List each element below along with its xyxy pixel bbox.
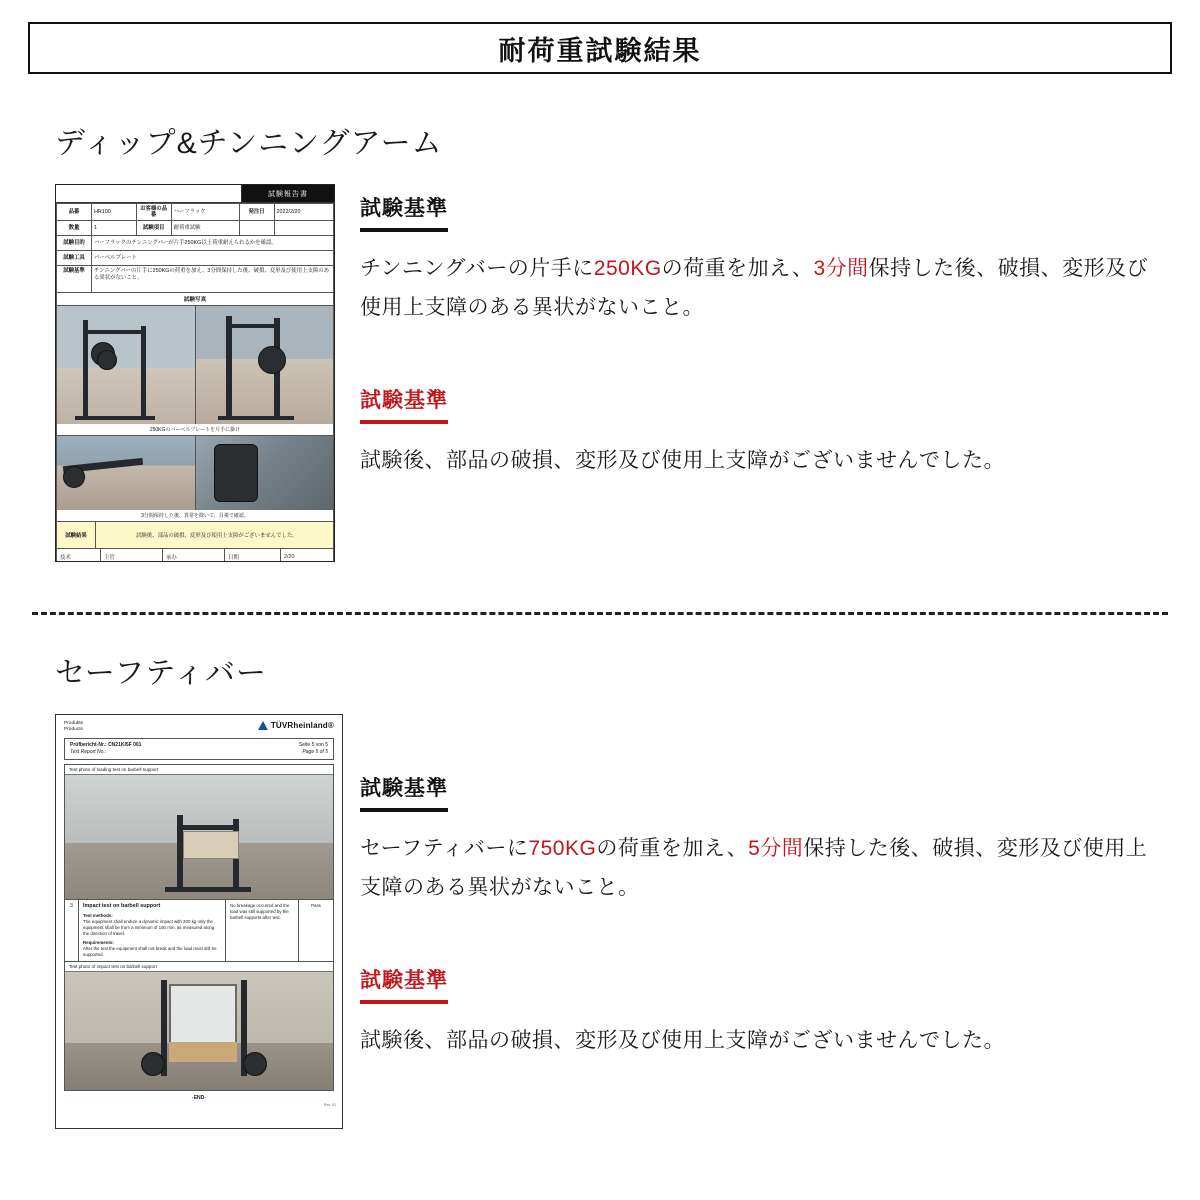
observation-text: No breakage occurred and the load was still supported by the barbell supports after test. [226, 900, 299, 961]
criteria-highlight-duration: 5分間 [748, 837, 804, 860]
item-title: Impact test on barbell support [83, 902, 161, 909]
criteria-text-part3: 保持した後、破損、変形及び使用上支障のある異状がないこと。 [360, 837, 1148, 899]
tuv-caption-2: Test photo of impact test on barbell support [65, 961, 333, 971]
triangle-icon [258, 721, 268, 730]
methods-text: The equipment shall endure a dynamic impact with 200 kg only the equipment shall be from a minimum of 150 mm, as measured along the direction of travel. [83, 919, 215, 937]
photo-rack-right [196, 306, 334, 424]
criteria-text [360, 250, 1160, 328]
page-header [28, 22, 1172, 74]
criteria-highlight-load: 250KG [593, 257, 662, 280]
criteria-heading: 試験基準 [360, 772, 448, 812]
photo-caption-2: 3分間保持した後、異常を除いて、目視で確認。 [56, 510, 334, 522]
cell-value-date: 2022/2/20 [274, 204, 333, 221]
criteria-highlight-load: 750KG [528, 837, 597, 860]
table-row [57, 266, 334, 293]
photo-row-1 [56, 306, 334, 424]
report-number-block [70, 742, 141, 756]
result-text: 試験後、部品の破損、変形及び使用上支障がございませんでした。 [360, 1028, 1005, 1052]
cell-value-standard: チンニングバーの片手に250KGの荷重を加え、3分間保持した後、破損、変形及び使用上支障のある異状がないこと。 [92, 266, 334, 293]
cell-value-customer: ハーフラック [171, 204, 239, 221]
cell-label-qty: 数量 [57, 221, 92, 236]
result-text: 試験後、部品の破損、変形及び使用上支障がございませんでした。 [360, 448, 1005, 472]
item-number: 3 [65, 900, 79, 961]
section-safety-bar [0, 648, 1200, 1114]
criteria-heading: 試験基準 [360, 192, 448, 232]
photo-rack-left [57, 306, 196, 424]
report-title-cell: 試験報告書 [242, 185, 334, 202]
result-heading: 試験基準 [360, 384, 448, 424]
report-info-table [56, 203, 334, 293]
page-title: 耐荷重試験結果 [498, 35, 702, 66]
section-body [0, 184, 1200, 584]
report-no-value: CN21KI5F 001 [108, 741, 142, 748]
criteria-text [360, 830, 1160, 908]
cell-label-hinban: 品番 [57, 204, 92, 221]
tuv-report-thumbnail[interactable] [55, 714, 343, 1129]
produkte-label: Produkte [64, 721, 84, 726]
criteria-block-2 [360, 772, 1160, 1061]
photo-caption-1: 250KGのバーベルプレートを片手に掛け [56, 424, 334, 436]
report-title-row [56, 185, 334, 203]
criteria-text-part2: の荷重を加え、 [596, 837, 749, 860]
requirements-text: After the test the equipment shall not break and the load must still be supported. [83, 945, 217, 957]
page-number-block [299, 742, 328, 756]
methods-label: Test methods: [83, 913, 113, 919]
report-footer: Rev. 01 [323, 1102, 336, 1107]
table-row [57, 251, 334, 266]
table-row [57, 236, 334, 251]
cell-label-purpose: 試験目的 [57, 236, 92, 251]
section-divider [32, 612, 1168, 615]
criteria-text-part3: 保持した後、破損、変形及び使用上支障のある異状がないこと。 [360, 257, 1149, 319]
photo-plates-closeup [196, 436, 334, 510]
report-result-row [56, 522, 334, 549]
cell-value-purpose: ハーフラックのチンニングバーが片手250KG以上荷重耐えられるかを確認。 [92, 236, 334, 251]
cell-value-tool: バーベルプレート [92, 251, 334, 266]
photo-bar-closeup [57, 436, 196, 510]
criteria-block-1 [360, 192, 1160, 481]
criteria-text-part2: の荷重を加え、 [661, 257, 814, 280]
section-body [0, 714, 1200, 1114]
sign-cell-date-value: 2/20 [284, 554, 295, 561]
sign-cell-tech: 技术 [57, 549, 101, 562]
section-dip-chinning-arm [0, 118, 1200, 584]
cell-label-item: 試験項目 [136, 221, 171, 236]
cell-value-item: 耐荷重試験 [171, 221, 239, 236]
sign-cell-handler: 承办 [163, 549, 225, 562]
verdict-badge: Pass [311, 902, 321, 908]
result-label: 試験結果 [57, 522, 96, 548]
section-title: ディップ&チンニングアーム [55, 127, 443, 160]
section-title: セーフティバー [55, 657, 267, 690]
page-de-label: Seite 5 von 5 [298, 741, 328, 748]
produkte-block [64, 721, 83, 734]
end-mark: -END- [192, 1094, 206, 1101]
photo-loading-test [65, 775, 333, 899]
table-row [57, 221, 334, 236]
photo-row-2 [56, 436, 334, 510]
photo-section-header: 試験写真 [56, 293, 334, 306]
cell-label-date: 発注日 [239, 204, 274, 221]
cell-label-standard: 試験基準 [57, 266, 92, 293]
report-no-de-label: Prüfbericht-Nr.: [70, 741, 107, 748]
report-signature-row [56, 549, 334, 562]
sign-cell-manager: 主管 [101, 549, 163, 562]
tuv-report-top [56, 715, 342, 736]
criteria-highlight-duration: 3分間 [813, 257, 869, 280]
cell-value-qty: 1 [92, 221, 137, 236]
cell-label-customer: お客様の品番 [136, 204, 171, 221]
criteria-text-part1: チンニングバーの片手に [360, 257, 594, 280]
criteria-text-part1: セーフティバーに [360, 837, 529, 860]
report-number-box [64, 738, 334, 760]
result-text: 試験後、部品の破損、変形及び使用上支障がございませんでした。 [136, 533, 298, 540]
table-row [57, 204, 334, 221]
tuv-caption-1: Test photo of loading test on barbell support [65, 765, 333, 775]
test-report-thumbnail[interactable] [55, 184, 335, 562]
cell-label-blank [239, 221, 274, 236]
requirements-label: Requirements: [83, 939, 114, 945]
page-en-label: Page 5 of 5 [302, 748, 328, 755]
tuv-logo [258, 721, 334, 730]
photo-impact-test [65, 971, 333, 1090]
cell-label-tool: 試験工具 [57, 251, 92, 266]
tuv-report-main [64, 764, 334, 1091]
result-heading: 試験基準 [360, 964, 448, 1004]
tuv-brand-label: TÜVRheinland® [270, 721, 334, 730]
cell-value-hinban: HR100 [92, 204, 137, 221]
item-description [79, 900, 226, 961]
sign-cell-date: 日期 [225, 549, 281, 562]
report-no-en-label: Test Report No.: [70, 748, 107, 755]
report-title-blank [56, 185, 242, 202]
tuv-test-row [65, 899, 333, 961]
products-label: Products [64, 727, 83, 733]
cell-value-blank [274, 221, 333, 236]
